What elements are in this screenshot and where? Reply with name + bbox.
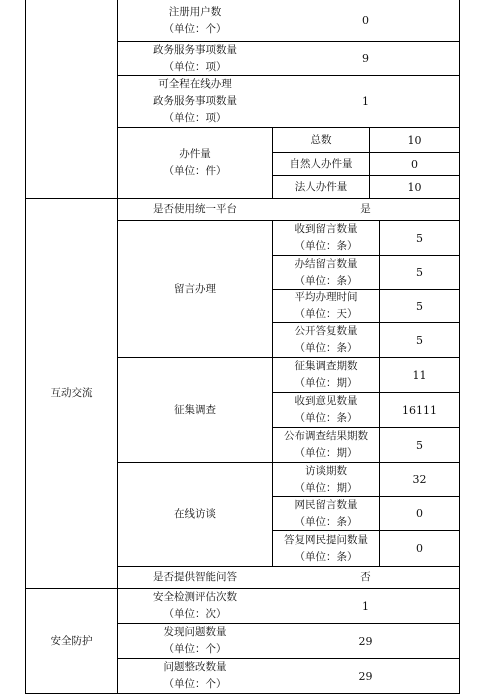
messages-avg-time-value: 5 bbox=[416, 299, 423, 313]
survey-opinions-unit: （单位：条） bbox=[294, 412, 358, 424]
handling-volume-unit: （单位：件） bbox=[163, 165, 227, 177]
messages-group-label: 留言办理 bbox=[174, 282, 216, 295]
interaction-section-label: 互动交流 bbox=[50, 387, 93, 399]
messages-received-value: 5 bbox=[416, 231, 423, 245]
survey-periods-unit: （单位：期） bbox=[294, 377, 358, 389]
survey-periods-label bbox=[273, 358, 379, 392]
interview-periods-label bbox=[273, 463, 379, 496]
gov-service-items-label bbox=[118, 42, 272, 75]
messages-public-replies-name: 公开答复数量 bbox=[294, 325, 358, 337]
survey-results-name: 公布调查结果期数 bbox=[284, 430, 368, 442]
security-issues-fixed-unit: （单位：个） bbox=[163, 678, 227, 690]
messages-public-replies-unit: （单位：条） bbox=[294, 342, 358, 354]
interview-answered-unit: （单位：条） bbox=[294, 550, 358, 563]
registered-users-label bbox=[118, 0, 272, 41]
registered-users-unit: （单位：个） bbox=[163, 22, 227, 35]
security-issues-fixed-label bbox=[118, 659, 272, 693]
interview-periods-unit: （单位：期） bbox=[294, 481, 358, 494]
online-service-items-label bbox=[118, 76, 272, 127]
online-service-items-name-1: 可全程在线办理 bbox=[158, 78, 232, 90]
survey-periods-name: 征集调查期数 bbox=[294, 360, 358, 372]
security-issues-found-name: 发现问题数量 bbox=[163, 626, 227, 638]
unified-platform-label: 是否使用统一平台 bbox=[153, 203, 237, 215]
interview-netizen-messages-value: 0 bbox=[416, 507, 423, 520]
interview-periods-value: 32 bbox=[412, 473, 427, 486]
survey-opinions-label bbox=[273, 393, 379, 427]
interview-answered-label bbox=[273, 531, 379, 566]
interview-netizen-messages-label bbox=[273, 497, 379, 530]
messages-concluded-value: 5 bbox=[416, 266, 423, 279]
security-issues-found-unit: （单位：个） bbox=[163, 643, 227, 655]
security-assessments-unit: （单位：次） bbox=[163, 608, 227, 620]
security-assessments-value: 1 bbox=[362, 599, 369, 613]
messages-received-unit: （单位：条） bbox=[294, 240, 358, 252]
messages-avg-time-unit: （单位：天） bbox=[294, 308, 358, 320]
interview-answered-value: 0 bbox=[416, 542, 423, 555]
handling-natural-label: 自然人办件量 bbox=[289, 157, 353, 170]
gov-service-items-unit: （单位：项） bbox=[163, 60, 227, 73]
survey-results-unit: （单位：期） bbox=[294, 447, 358, 459]
grid-line bbox=[459, 0, 460, 694]
interview-periods-name: 访谈期数 bbox=[305, 464, 347, 477]
messages-avg-time-label bbox=[273, 290, 379, 322]
survey-periods-value: 11 bbox=[412, 368, 427, 382]
online-service-items-value: 1 bbox=[362, 95, 369, 108]
grid-line bbox=[25, 693, 460, 694]
handling-legal-value: 10 bbox=[407, 180, 422, 194]
registered-users-value: 0 bbox=[362, 14, 369, 27]
handling-natural-value: 0 bbox=[411, 157, 418, 171]
gov-service-items-name: 政务服务事项数量 bbox=[153, 43, 237, 56]
handling-volume-name: 办件量 bbox=[179, 148, 211, 160]
handling-total-value: 10 bbox=[407, 133, 422, 147]
messages-concluded-label bbox=[273, 256, 379, 289]
handling-total-label: 总数 bbox=[310, 133, 332, 146]
messages-concluded-unit: （单位：条） bbox=[294, 274, 358, 287]
security-assessments-label bbox=[118, 589, 272, 623]
survey-results-value: 5 bbox=[416, 438, 423, 452]
security-issues-found-value: 29 bbox=[358, 634, 373, 648]
handling-legal-label: 法人办件量 bbox=[294, 180, 348, 193]
survey-opinions-value: 16111 bbox=[402, 403, 437, 417]
security-assessments-name: 安全检测评估次数 bbox=[153, 591, 237, 603]
interview-group-label: 在线访谈 bbox=[174, 508, 216, 520]
smart-qa-label: 是否提供智能问答 bbox=[153, 571, 237, 583]
messages-received-name: 收到留言数量 bbox=[294, 223, 358, 235]
security-issues-fixed-value: 29 bbox=[358, 669, 373, 683]
smart-qa-value: 否 bbox=[360, 571, 371, 583]
interview-netizen-messages-unit: （单位：条） bbox=[294, 515, 358, 528]
messages-public-replies-value: 5 bbox=[416, 333, 423, 347]
security-issues-fixed-name: 问题整改数量 bbox=[163, 661, 227, 673]
handling-volume-label bbox=[118, 128, 272, 198]
registered-users-name: 注册用户数 bbox=[168, 5, 222, 18]
interview-answered-name: 答复网民提问数量 bbox=[284, 533, 368, 546]
gov-service-items-value: 9 bbox=[362, 52, 369, 65]
messages-received-label bbox=[273, 221, 379, 255]
survey-group-label: 征集调查 bbox=[174, 403, 216, 416]
messages-public-replies-label bbox=[273, 323, 379, 357]
unified-platform-value: 是 bbox=[360, 203, 371, 215]
online-service-items-name-2: 政务服务事项数量 bbox=[153, 95, 237, 107]
messages-avg-time-name: 平均办理时间 bbox=[294, 291, 358, 303]
messages-concluded-name: 办结留言数量 bbox=[294, 257, 358, 270]
security-section-label: 安全防护 bbox=[50, 634, 93, 647]
survey-opinions-name: 收到意见数量 bbox=[294, 395, 358, 407]
online-service-items-unit: （单位：项） bbox=[163, 112, 227, 124]
survey-results-label bbox=[273, 428, 379, 462]
security-issues-found-label bbox=[118, 624, 272, 658]
interview-netizen-messages-name: 网民留言数量 bbox=[294, 498, 358, 511]
